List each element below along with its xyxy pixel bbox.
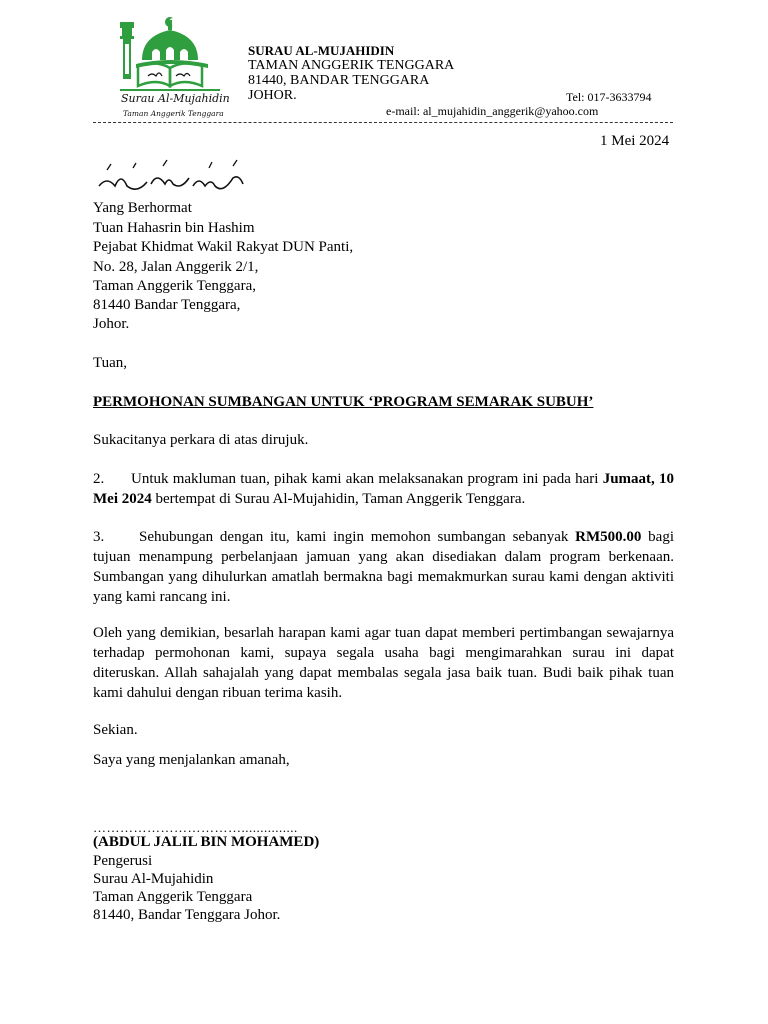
signatory-position: Pengerusi bbox=[93, 853, 153, 869]
recipient-name: Tuan Hahasrin bin Hashim bbox=[93, 220, 255, 236]
header-divider bbox=[93, 122, 673, 123]
letter-date: 1 Mei 2024 bbox=[600, 133, 670, 149]
recipient-street: No. 28, Jalan Anggerik 2/1, bbox=[93, 259, 259, 275]
signatory-org: Surau Al-Mujahidin bbox=[93, 871, 214, 887]
recipient-office: Pejabat Khidmat Wakil Rakyat DUN Panti, bbox=[93, 239, 354, 255]
org-name: SURAU AL-MUJAHIDIN bbox=[248, 43, 395, 58]
org-telephone: Tel: 017-3633794 bbox=[566, 90, 652, 104]
paragraph-4: Oleh yang demikian, besarlah harapan kami agar tuan dapat memberi pertimbangan sewajarnya terhadap permohonan kami, supaya segala usaha bagi mengimarahkan surau ini dapat diteruskan. Allah sahajalah yang dapat membalas segala jasa baik tuan. Budi baik pihak tuan kami dahului dengan ribuan terima kasih. bbox=[93, 625, 674, 701]
logo-script-name: Surau Al-Mujahidin bbox=[121, 92, 230, 105]
intro-sentence: Sukacitanya perkara di atas dirujuk. bbox=[93, 432, 309, 448]
recipient-state: Johor. bbox=[93, 316, 130, 332]
recipient-area: Taman Anggerik Tenggara, bbox=[93, 278, 256, 294]
paragraph-2: 2. Untuk makluman tuan, pihak kami akan melaksanakan program ini pada hari Jumaat, 10 Mei 2024 bertempat di Surau Al-Mujahidin, Taman Anggerik Tenggara. bbox=[93, 471, 674, 507]
recipient-postcode-city: 81440 Bandar Tenggara, bbox=[93, 297, 241, 313]
org-address-line1: TAMAN ANGGERIK TENGGARA bbox=[248, 58, 455, 73]
closing-sekian: Sekian. bbox=[93, 722, 138, 738]
paragraph-3: 3. Sehubungan dengan itu, kami ingin memohon sumbangan sebanyak RM500.00 bagi tujuan menampung perbelanjaan jamuan yang akan disediakan dalam program berkenaan. Sumbangan yang dihulurkan amatlah bermakna bagi memakmurkan surau kami dengan aktiviti yang kami rancang ini. bbox=[93, 529, 674, 605]
org-address-line2: 81440, BANDAR TENGGARA bbox=[248, 73, 430, 88]
signatory-name: (ABDUL JALIL BIN MOHAMED) bbox=[93, 834, 320, 850]
org-address-line3: JOHOR. bbox=[248, 88, 297, 103]
signature-line: ……………………………............... bbox=[93, 820, 298, 835]
signatory-address: 81440, Bandar Tenggara Johor. bbox=[93, 907, 281, 923]
contribution-amount: RM500.00 bbox=[575, 529, 642, 545]
surau-logo bbox=[112, 16, 230, 124]
opening-salutation: Tuan, bbox=[93, 355, 128, 371]
closing-amanah: Saya yang menjalankan amanah, bbox=[93, 752, 290, 768]
paragraph-number: 2. bbox=[93, 471, 105, 487]
paragraph-number: 3. bbox=[93, 529, 105, 545]
letter-subject: PERMOHONAN SUMBANGAN UNTUK ‘PROGRAM SEMARAK SUBUH’ bbox=[93, 394, 594, 410]
org-email: e-mail: al_mujahidin_anggerik@yahoo.com bbox=[386, 104, 599, 118]
logo-subtitle: Taman Anggerik Tenggara bbox=[123, 109, 224, 118]
signatory-area: Taman Anggerik Tenggara bbox=[93, 889, 253, 905]
recipient-salutation: Yang Berhormat bbox=[93, 200, 192, 216]
event-date: Jumaat, 10 Mei 2024 bbox=[93, 471, 674, 507]
